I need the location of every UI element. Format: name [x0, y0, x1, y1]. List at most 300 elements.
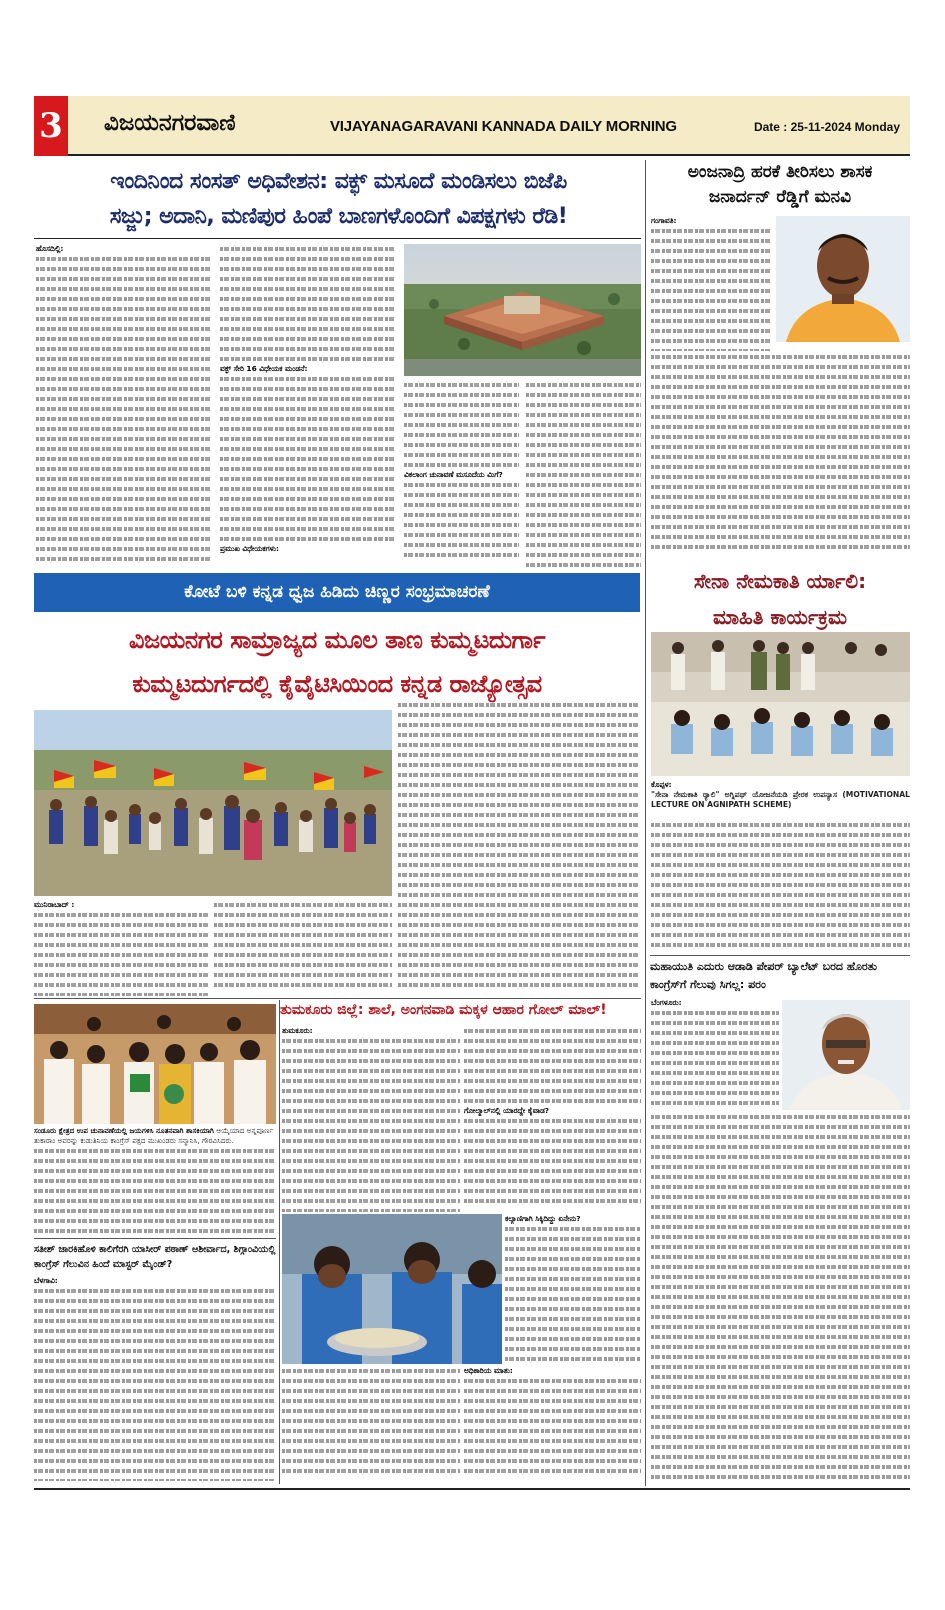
text-line — [651, 1462, 910, 1472]
text-line — [398, 810, 640, 820]
kummatadurga-col2 — [214, 900, 392, 996]
text-line — [651, 1422, 910, 1432]
schoolchildren-meal-photo — [282, 1214, 502, 1364]
text-line — [220, 314, 396, 324]
text-line — [282, 1176, 460, 1186]
text-line — [526, 530, 641, 540]
text-line — [398, 830, 640, 840]
text-line — [282, 1386, 460, 1396]
text-line — [464, 1146, 641, 1156]
text-line — [36, 444, 211, 454]
text-line — [214, 920, 392, 930]
lead-story-col1 — [36, 244, 211, 569]
text-line — [282, 1066, 460, 1076]
text-line — [398, 820, 640, 830]
rajyotsava-banner: ಕೋಟೆ ಬಳಿ ಕನ್ನಡ ಧ್ವಜ ಹಿಡಿದು ಚಿಣ್ಣರ ಸಂಭ್ರಮಾಚರಣೆ — [34, 573, 640, 612]
text-line — [398, 710, 640, 720]
text-line — [34, 1156, 276, 1166]
sena-headline — [650, 563, 910, 635]
text-line — [34, 940, 209, 950]
text-line — [36, 554, 211, 564]
text-line — [282, 1426, 460, 1436]
text-line — [651, 352, 910, 362]
text-line — [220, 424, 396, 434]
text-line — [36, 344, 211, 354]
text-line — [220, 474, 396, 484]
text-line — [651, 266, 771, 276]
text-line — [526, 410, 641, 420]
text-line — [34, 1316, 276, 1326]
text-line — [526, 420, 641, 430]
text-line — [464, 1076, 641, 1086]
text-line — [526, 510, 641, 520]
text-line — [36, 274, 211, 284]
lead-headline-line2: ಸಜ್ಜು; ಅದಾನಿ, ಮಣಿಪುರ ಹಿಂಪೆ ಬಾಣಗಳೊಂದಿಗೆ ವಿಪಕ್ಷಗಳು ರೆಡಿ! — [109, 204, 568, 229]
text-line — [404, 530, 519, 540]
text-line — [651, 1018, 779, 1028]
text-line — [651, 372, 910, 382]
text-line — [464, 1196, 641, 1206]
text-line — [214, 910, 392, 920]
text-line — [651, 1038, 779, 1048]
text-line — [651, 1342, 910, 1352]
text-line — [651, 522, 910, 532]
text-line — [34, 920, 209, 930]
text-line — [34, 1306, 276, 1316]
mahayuti-col2 — [651, 1112, 910, 1484]
text-line — [651, 1132, 910, 1142]
text-line — [526, 460, 641, 470]
kummatadurga-dateline: ಮುನಿರಾಬಾದ್ : — [34, 900, 75, 909]
text-line — [214, 900, 392, 910]
text-line — [464, 1066, 641, 1076]
text-line — [36, 334, 211, 344]
issue-date: Date : 25-11-2024 Monday — [753, 120, 900, 134]
text-line — [651, 880, 910, 890]
sena-headline-line2: ಮಾಹಿತಿ ಕಾರ್ಯಕ್ರಮ — [712, 605, 848, 629]
text-line — [220, 434, 396, 444]
text-line — [34, 950, 209, 960]
text-line — [651, 452, 910, 462]
text-line — [464, 1056, 641, 1066]
text-line — [282, 1466, 460, 1476]
text-line — [34, 1436, 276, 1446]
text-line — [282, 1406, 460, 1416]
text-line — [220, 454, 396, 464]
text-line — [651, 246, 771, 256]
text-line — [651, 276, 771, 286]
text-line — [651, 1058, 779, 1068]
text-line — [34, 1476, 276, 1481]
sena-headline-line1: ಸೇನಾ ನೇಮಕಾತಿ ರ್ಯಾಲಿ: — [693, 569, 867, 593]
text-line — [651, 306, 771, 316]
text-line — [651, 1412, 910, 1422]
text-line — [34, 1206, 276, 1216]
text-line — [404, 480, 519, 490]
text-line — [464, 1436, 641, 1446]
anjanadri-dateline: ಗಂಗಾವತಿ: — [651, 216, 677, 225]
text-line — [398, 840, 640, 850]
text-line — [464, 1446, 641, 1456]
text-line — [651, 1202, 910, 1212]
text-line — [398, 880, 640, 890]
felicitation-photo — [34, 1004, 276, 1124]
text-line — [34, 1366, 276, 1376]
text-line — [36, 524, 211, 534]
text-line — [651, 1272, 910, 1282]
newspaper-title-kannada: ವಿಜಯನಗರವಾಣಿ — [104, 110, 236, 136]
text-line — [505, 1264, 641, 1274]
text-line — [282, 1096, 460, 1106]
text-line — [651, 1362, 910, 1372]
text-line — [404, 390, 519, 400]
text-line — [651, 1162, 910, 1172]
text-line — [220, 344, 396, 354]
lead-story-dateline: ಹೊಸದಿಲ್ಲಿ: — [36, 244, 64, 253]
text-line — [36, 494, 211, 504]
satish-story — [34, 1276, 276, 1481]
text-line — [651, 1078, 779, 1088]
tumkur-col1 — [282, 1026, 460, 1212]
text-line — [464, 1176, 641, 1186]
text-line — [220, 404, 396, 414]
text-line — [651, 256, 771, 266]
text-line — [651, 1008, 779, 1018]
text-line — [404, 420, 519, 430]
text-line — [651, 1068, 779, 1078]
text-line — [404, 490, 519, 500]
tumkur-col3 — [505, 1214, 641, 1364]
text-line — [220, 274, 396, 284]
text-line — [505, 1344, 641, 1354]
text-line — [220, 464, 396, 474]
text-line — [34, 1166, 276, 1176]
text-line — [34, 1186, 276, 1196]
text-line — [651, 920, 910, 930]
text-line — [36, 254, 211, 264]
text-line — [526, 500, 641, 510]
text-line — [398, 760, 640, 770]
text-line — [398, 720, 640, 730]
text-line — [398, 850, 640, 860]
text-line — [651, 346, 771, 351]
text-line — [526, 390, 641, 400]
text-line — [651, 950, 910, 952]
text-line — [651, 1152, 910, 1162]
text-line — [526, 400, 641, 410]
text-line — [651, 910, 910, 920]
kummatadurga-col1 — [34, 900, 209, 996]
text-line — [464, 1036, 641, 1046]
text-line — [526, 480, 641, 490]
text-line — [220, 394, 396, 404]
text-line — [464, 1026, 641, 1036]
text-line — [651, 226, 771, 236]
text-line — [404, 510, 519, 520]
felicitation-caption — [34, 1126, 276, 1238]
text-line — [220, 324, 396, 334]
text-line — [398, 910, 640, 920]
text-line — [651, 382, 910, 392]
text-line — [651, 1302, 910, 1312]
text-line — [34, 1346, 276, 1356]
text-line — [651, 1402, 910, 1412]
text-line — [34, 1396, 276, 1406]
text-line — [220, 494, 396, 504]
text-line — [220, 334, 396, 344]
text-line — [34, 1146, 276, 1156]
text-line — [651, 860, 910, 870]
text-line — [34, 1376, 276, 1386]
text-line — [651, 362, 910, 372]
text-line — [220, 354, 396, 364]
text-line — [651, 482, 910, 492]
mahayuti-dateline: ಬೆಂಗಳೂರು: — [651, 998, 682, 1007]
text-line — [651, 870, 910, 880]
text-line — [651, 326, 771, 336]
kummatadurga-headline-line2: ಕುಮ್ಮಟದುರ್ಗದಲ್ಲಿ ಕೈವೈಟಿಸಿಯಿಂದ ಕನ್ನಡ ರಾಜ್ಯೋತ್ಸವ — [132, 670, 542, 698]
anjanadri-col2 — [651, 352, 910, 557]
text-line — [282, 1196, 460, 1206]
text-line — [220, 524, 396, 534]
text-line — [651, 1472, 910, 1482]
text-line — [651, 402, 910, 412]
tumkur-col2 — [464, 1026, 641, 1212]
text-line — [282, 1056, 460, 1066]
text-line — [651, 1142, 910, 1152]
text-line — [651, 900, 910, 910]
text-line — [36, 324, 211, 334]
text-line — [464, 1386, 641, 1396]
text-line — [651, 1048, 779, 1058]
lead-story-subhead3: ಪ್ರಮುಖ ವಿಧೇಯಕಗಳು: — [220, 544, 279, 553]
tumkur-subhead4: ಅಧಿಕಾರಿಯ ಮಾತು: — [464, 1366, 513, 1375]
anjanadri-headline-line2: ಜನಾರ್ದನ್ ರೆಡ್ಡಿಗೆ ಮನವಿ — [708, 187, 852, 207]
text-line — [651, 1382, 910, 1392]
text-line — [214, 930, 392, 940]
text-line — [526, 520, 641, 530]
text-line — [220, 294, 396, 304]
text-line — [651, 512, 910, 522]
text-line — [464, 1126, 641, 1136]
text-line — [651, 1292, 910, 1302]
text-line — [36, 394, 211, 404]
sena-lecture-photo — [651, 632, 910, 776]
text-line — [651, 286, 771, 296]
lead-story-col4 — [526, 380, 641, 570]
text-line — [526, 540, 641, 550]
text-line — [651, 850, 910, 860]
text-line — [398, 860, 640, 870]
text-line — [34, 1416, 276, 1426]
text-line — [36, 374, 211, 384]
text-line — [651, 1242, 910, 1252]
text-line — [651, 442, 910, 452]
text-line — [651, 1222, 910, 1232]
text-line — [282, 1106, 460, 1116]
text-line — [505, 1244, 641, 1254]
text-line — [651, 392, 910, 402]
text-line — [464, 1466, 641, 1476]
text-line — [282, 1156, 460, 1166]
text-line — [651, 1252, 910, 1262]
text-line — [505, 1304, 641, 1314]
text-line — [398, 930, 640, 940]
text-line — [398, 890, 640, 900]
text-line — [526, 450, 641, 460]
text-line — [651, 1262, 910, 1272]
text-line — [404, 430, 519, 440]
text-line — [651, 1452, 910, 1462]
anjanadri-headline-line1: ಅಂಜನಾದ್ರಿ ಹರಕೆ ತೀರಿಸಲು ಶಾಸಕ — [687, 162, 873, 182]
anjanadri-col1 — [651, 216, 771, 351]
text-line — [651, 830, 910, 840]
tumkur-subhead: ಗೋಲ್ಮಾಲ್‌ನಲ್ಲಿ ಯಾರದ್ದೇ ಕೈವಾಡ? — [464, 1106, 550, 1115]
text-line — [36, 504, 211, 514]
text-line — [651, 432, 910, 442]
text-line — [36, 414, 211, 424]
newspaper-title-english: VIJAYANAGARAVANI KANNADA DAILY MORNING — [330, 118, 677, 135]
text-line — [282, 1136, 460, 1146]
masthead — [34, 96, 910, 156]
text-line — [398, 770, 640, 780]
text-line — [464, 1086, 641, 1096]
text-line — [220, 244, 396, 254]
text-line — [651, 940, 910, 950]
text-line — [282, 1116, 460, 1126]
text-line — [651, 1182, 910, 1192]
tumkur-col4 — [282, 1366, 460, 1482]
text-line — [398, 980, 640, 990]
text-line — [282, 1036, 460, 1046]
text-line — [505, 1324, 641, 1334]
text-line — [220, 374, 396, 384]
text-line — [220, 254, 396, 264]
text-line — [651, 1352, 910, 1362]
text-line — [651, 336, 771, 346]
text-line — [404, 450, 519, 460]
text-line — [282, 1396, 460, 1406]
text-line — [282, 1166, 460, 1176]
text-line — [464, 1166, 641, 1176]
children-flag-photo — [34, 710, 392, 896]
text-line — [214, 980, 392, 990]
text-line — [36, 354, 211, 364]
text-line — [404, 550, 519, 560]
text-line — [651, 1212, 910, 1222]
text-line — [398, 790, 640, 800]
text-line — [464, 1396, 641, 1406]
text-line — [464, 1456, 641, 1466]
text-line — [651, 422, 910, 432]
text-line — [505, 1334, 641, 1344]
text-line — [214, 960, 392, 970]
text-line — [505, 1294, 641, 1304]
text-line — [220, 384, 396, 394]
text-line — [505, 1284, 641, 1294]
text-line — [404, 410, 519, 420]
text-line — [282, 1446, 460, 1456]
text-line — [34, 1336, 276, 1346]
text-line — [34, 990, 209, 996]
kummatadurga-headline — [34, 618, 640, 706]
text-line — [36, 434, 211, 444]
text-line — [220, 414, 396, 424]
anjanadri-headline — [651, 160, 909, 210]
text-line — [34, 1286, 276, 1296]
text-line — [220, 284, 396, 294]
text-line — [404, 540, 519, 550]
text-line — [220, 264, 396, 274]
text-line — [282, 1456, 460, 1466]
text-line — [651, 1192, 910, 1202]
text-line — [214, 950, 392, 960]
text-line — [651, 890, 910, 900]
text-line — [282, 1186, 460, 1196]
text-line — [651, 930, 910, 940]
lead-headline — [36, 164, 641, 234]
text-line — [36, 284, 211, 294]
text-line — [651, 412, 910, 422]
text-line — [398, 950, 640, 960]
text-line — [36, 534, 211, 544]
text-line — [34, 910, 209, 920]
text-line — [651, 1098, 779, 1108]
text-line — [464, 1376, 641, 1386]
text-line — [505, 1274, 641, 1284]
text-line — [282, 1086, 460, 1096]
text-line — [34, 1406, 276, 1416]
text-line — [36, 474, 211, 484]
text-line — [398, 920, 640, 930]
text-line — [651, 1282, 910, 1292]
text-line — [404, 440, 519, 450]
text-line — [36, 384, 211, 394]
text-line — [34, 1456, 276, 1466]
tumkur-col5 — [464, 1366, 641, 1482]
text-line — [505, 1354, 641, 1364]
text-line — [220, 304, 396, 314]
kummatadurga-headline-line1: ವಿಜಯನಗರ ಸಾಮ್ರಾಜ್ಯದ ಮೂಲ ತಾಣ ಕುಮ್ಮಟದುರ್ಗಾ — [129, 626, 545, 654]
text-line — [651, 316, 771, 326]
text-line — [404, 500, 519, 510]
text-line — [34, 980, 209, 990]
text-line — [398, 750, 640, 760]
text-line — [398, 740, 640, 750]
text-line — [526, 560, 641, 570]
text-line — [404, 520, 519, 530]
text-line — [651, 840, 910, 850]
text-line — [36, 454, 211, 464]
text-line — [34, 960, 209, 970]
mahayuti-col1 — [651, 998, 779, 1108]
text-line — [505, 1234, 641, 1244]
text-line — [505, 1254, 641, 1264]
sena-story — [651, 780, 910, 952]
text-line — [398, 970, 640, 980]
sena-highlight: "ಸೇನಾ ನೇಮಕಾತಿ ರ‍್ಯಾಲಿ" ಅಗ್ನಿಪಥ್ ಯೋಜನೆಯಡಿ ಪ್ರೇರಕ ಉಪನ್ಯಾಸ (MOTIVATIONAL LECTURE ON AGNIPATH SCHEME) — [651, 790, 910, 809]
felicitation-caption-text: ಆಯ್ಕೆಯಾದ ಅನ್ನಪೂರ್ಣ ತುಕಾರಾಂ ಅವರನ್ನು ಕುಡುತಿನಿಯ ಕಾಂಗ್ರೆಸ್ ಪಕ್ಷದ ಮುಖಂಡರು ಸನ್ಮಾನಿಸಿ, ಗೌರವಿಸಿದರು. — [34, 1126, 274, 1145]
text-line — [282, 1366, 460, 1376]
text-line — [34, 1466, 276, 1476]
text-line — [526, 470, 641, 480]
text-line — [398, 960, 640, 970]
text-line — [651, 1392, 910, 1402]
satish-headline: ಸತೀಶ್ ಜಾರಕಿಹೊಳಿ ಕಾಲಿಗೆರಗಿ ಯಾಸೀರ್ ಪಠಾಣ್ ಆಶೀರ್ವಾದ, ಶಿಗ್ಗಾಂವಿಯಲ್ಲಿ ಕಾಂಗ್ರೆಸ್ ಗೆಲುವಿನ ಹಿಂದೆ ಮಾಸ್ಟರ್ ಮೈಂಡ್? — [34, 1244, 276, 1270]
text-line — [36, 544, 211, 554]
text-line — [651, 1172, 910, 1182]
text-line — [651, 1088, 779, 1098]
